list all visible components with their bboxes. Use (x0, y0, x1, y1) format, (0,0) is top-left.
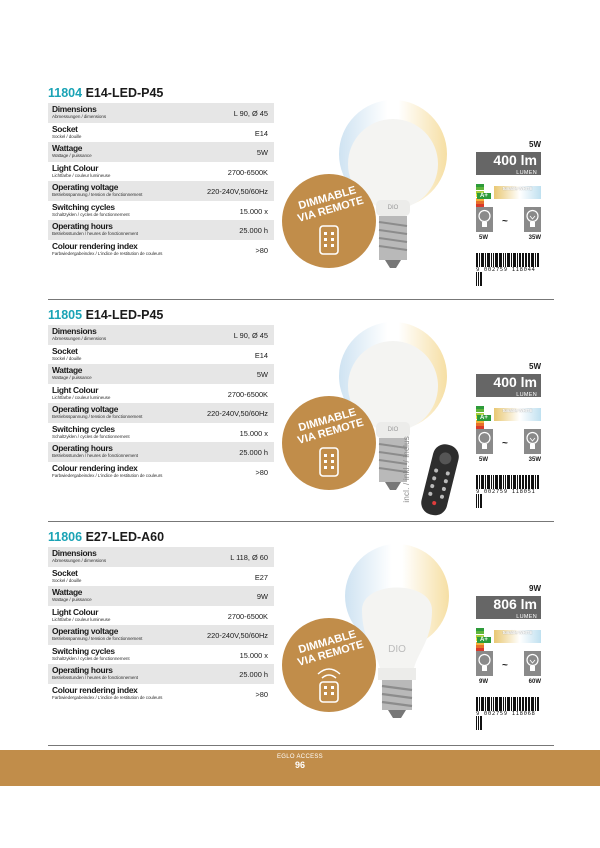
spec-sublabel: Wattage / puissance (52, 153, 92, 158)
incandescent-bulb-icon (524, 429, 541, 454)
spec-label: Wattage (52, 365, 83, 375)
spec-sublabel: Betriebsstunden / heures de fonctionnement (52, 453, 138, 458)
remote-icon (312, 666, 346, 704)
spec-row (48, 103, 274, 123)
spec-label: Wattage (52, 143, 83, 153)
spec-row (48, 567, 274, 587)
divider (48, 299, 554, 300)
tunable-white-icon (494, 630, 541, 643)
spec-sublabel: Schaltzyklen / cycles de fonctionnement (52, 211, 130, 217)
dimmable-badge (282, 396, 376, 490)
spec-label: Colour rendering index (52, 240, 138, 251)
spec-value: 15.000 x (239, 428, 268, 438)
spec-row (48, 240, 274, 260)
equivalence-icons (476, 429, 541, 457)
spec-value: 5W (256, 148, 268, 157)
dimmable-badge (282, 618, 376, 712)
energy-class: A+ (477, 193, 491, 199)
spec-sublabel: Betriebsspannung / tension de fonctionnement (52, 636, 143, 641)
spec-value: 2700-6500K (227, 167, 268, 177)
spec-label: Socket (52, 123, 78, 134)
spec-sublabel: Sockel / douille (52, 577, 82, 583)
lumen-unit: LUMEN (516, 170, 537, 176)
led-bulb-icon (476, 429, 493, 454)
tunable-text: tunable WHITE (502, 630, 533, 635)
spec-label: Light Colour (52, 606, 99, 617)
barcode-number: 9 002759 118068 (476, 711, 536, 717)
spec-label: Dimensions (52, 548, 97, 558)
equivalence-icons (476, 207, 541, 235)
energy-label (476, 406, 541, 423)
spec-label: Colour rendering index (52, 462, 138, 473)
spec-sublabel: Lichtfarbe / couleur lumineuse (52, 172, 111, 178)
spec-row (48, 384, 274, 404)
spec-row (48, 201, 274, 221)
spec-label: Operating voltage (52, 626, 119, 636)
spec-value: 2700-6500K (227, 611, 268, 621)
spec-row (48, 442, 274, 462)
spec-value: 220-240V,50/60Hz (207, 631, 268, 640)
badge-text: DIMMABLE VIA REMOTE (296, 406, 366, 447)
spec-value: 15.000 x (239, 206, 268, 216)
equivalence-watts (476, 235, 541, 245)
equivalence-watts (476, 679, 541, 689)
spec-label: Dimensions (52, 104, 97, 114)
page-footer (0, 750, 600, 786)
spec-sublabel: Abmessungen / dimensions (52, 558, 107, 563)
badge-text: DIMMABLE VIA REMOTE (296, 184, 366, 225)
spec-label: Light Colour (52, 384, 99, 395)
energy-class: A+ (477, 415, 491, 421)
product-number: 11804 (48, 86, 83, 100)
spec-value: L 118, Ø 60 (230, 553, 268, 562)
product-number: 11806 (48, 530, 83, 544)
spec-value: E14 (254, 128, 268, 138)
spec-row (48, 162, 274, 182)
spec-table (48, 103, 274, 259)
lumen-value: 400 lm (493, 152, 537, 168)
product-11806 (0, 530, 600, 750)
spec-label: Socket (52, 345, 78, 356)
spec-row (48, 684, 274, 704)
product-title (48, 530, 164, 544)
spec-row (48, 645, 274, 665)
spec-value: 25.000 h (239, 226, 268, 235)
energy-label (476, 628, 541, 645)
product-name: E14-LED-P45 (85, 86, 164, 100)
lumen-box (476, 596, 541, 619)
spec-label: Switching cycles (52, 645, 115, 656)
spec-row (48, 586, 274, 606)
spec-value: L 90, Ø 45 (233, 109, 268, 118)
lumen-box (476, 374, 541, 397)
led-watt: 9W (479, 679, 488, 685)
product-title (48, 86, 163, 100)
barcode-icon (476, 475, 541, 489)
spec-sublabel: Betriebsstunden / heures de fonctionnement (52, 675, 138, 680)
spec-sublabel: Wattage / puissance (52, 375, 92, 380)
equivalence-icons (476, 651, 541, 679)
spec-sublabel: Sockel / douille (52, 355, 82, 361)
spec-value: E14 (254, 350, 268, 360)
remote-icon (318, 224, 340, 256)
spec-sublabel: Betriebsspannung / tension de fonctionnement (52, 192, 143, 197)
barcode (476, 475, 541, 495)
incandescent-watt: 35W (528, 457, 541, 463)
included-remote-note: incl. / inkl. / inclus (402, 436, 411, 503)
barcode (476, 253, 541, 273)
spec-label: Socket (52, 567, 78, 578)
spec-value: L 90, Ø 45 (233, 331, 268, 340)
spec-value: >80 (255, 689, 268, 699)
spec-sublabel: Farbwiedergabeindex / L'indice de restitution de couleurs (52, 694, 163, 700)
lumen-unit: LUMEN (516, 614, 537, 620)
wattage-label: 5W (529, 362, 541, 371)
spec-row (48, 364, 274, 384)
lumen-value: 400 lm (493, 374, 537, 390)
spec-sublabel: Schaltzyklen / cycles de fonctionnement (52, 655, 130, 661)
page-number: 96 (294, 760, 305, 770)
equivalence-watts (476, 457, 541, 467)
barcode-icon (476, 253, 541, 267)
spec-value: 220-240V,50/60Hz (207, 409, 268, 418)
product-11805 (0, 308, 600, 528)
spec-row (48, 625, 274, 645)
led-watt: 5W (479, 457, 488, 463)
spec-value: E27 (254, 572, 268, 582)
footer-brand: EGLO ACCESS (277, 754, 323, 760)
bulb-logo: DIO (388, 644, 406, 655)
barcode-icon (476, 697, 541, 711)
bulb-logo: DIO (387, 427, 399, 433)
spec-value: 5W (256, 370, 268, 379)
approx-icon: ~ (502, 660, 508, 671)
spec-label: Dimensions (52, 326, 97, 336)
spec-sublabel: Lichtfarbe / couleur lumineuse (52, 616, 111, 622)
barcode (476, 697, 541, 717)
spec-label: Switching cycles (52, 423, 115, 434)
wattage-label: 5W (529, 140, 541, 149)
spec-label: Light Colour (52, 162, 99, 173)
spec-value: >80 (255, 467, 268, 477)
spec-label: Wattage (52, 587, 83, 597)
bulb-logo: DIO (387, 205, 399, 211)
spec-sublabel: Wattage / puissance (52, 597, 92, 602)
barcode-number: 9 002759 118051 (476, 489, 536, 495)
spec-value: 25.000 h (239, 448, 268, 457)
product-number: 11805 (48, 308, 83, 322)
spec-sublabel: Farbwiedergabeindex / L'indice de restitution de couleurs (52, 472, 163, 478)
tunable-white-icon (494, 408, 541, 421)
spec-row (48, 423, 274, 443)
energy-class: A+ (477, 637, 491, 643)
lumen-box (476, 152, 541, 175)
tunable-text: tunable WHITE (502, 408, 533, 413)
spec-row (48, 345, 274, 365)
spec-value: 2700-6500K (227, 389, 268, 399)
lumen-value: 806 lm (493, 596, 537, 612)
remote-icon (318, 446, 340, 478)
spec-row (48, 547, 274, 567)
spec-sublabel: Schaltzyklen / cycles de fonctionnement (52, 433, 130, 439)
spec-row (48, 325, 274, 345)
product-name: E27-LED-A60 (85, 530, 165, 544)
spec-row (48, 123, 274, 143)
led-bulb-icon (476, 651, 493, 676)
spec-label: Colour rendering index (52, 684, 138, 695)
divider (48, 745, 554, 746)
tunable-text: tunable WHITE (502, 186, 533, 191)
spec-sublabel: Betriebsstunden / heures de fonctionnement (52, 231, 138, 236)
energy-label (476, 184, 541, 201)
spec-row (48, 462, 274, 482)
incandescent-bulb-icon (524, 651, 541, 676)
spec-row (48, 664, 274, 684)
incandescent-bulb-icon (524, 207, 541, 232)
spec-sublabel: Abmessungen / dimensions (52, 336, 107, 341)
spec-sublabel: Abmessungen / dimensions (52, 114, 107, 119)
dimmable-badge (282, 174, 376, 268)
spec-row (48, 220, 274, 240)
incandescent-watt: 35W (528, 235, 541, 241)
lumen-info-panel (476, 362, 541, 495)
spec-row (48, 606, 274, 626)
lumen-info-panel (476, 584, 541, 717)
spec-row (48, 142, 274, 162)
lumen-info-panel (476, 140, 541, 273)
spec-sublabel: Sockel / douille (52, 133, 82, 139)
product-11804 (0, 86, 600, 306)
spec-label: Operating voltage (52, 404, 119, 414)
spec-table (48, 547, 274, 703)
tunable-white-icon (494, 186, 541, 199)
product-name: E14-LED-P45 (85, 308, 164, 322)
remote-control-image (417, 440, 465, 520)
spec-value: >80 (255, 245, 268, 255)
spec-value: 9W (256, 592, 268, 601)
lumen-unit: LUMEN (516, 392, 537, 398)
spec-value: 25.000 h (239, 670, 268, 679)
badge-text: DIMMABLE VIA REMOTE (296, 628, 366, 669)
led-bulb-icon (476, 207, 493, 232)
spec-label: Switching cycles (52, 201, 115, 212)
spec-label: Operating voltage (52, 182, 119, 192)
spec-row (48, 181, 274, 201)
divider (48, 521, 554, 522)
wattage-label: 9W (529, 584, 541, 593)
spec-sublabel: Betriebsspannung / tension de fonctionnement (52, 414, 143, 419)
spec-label: Operating hours (52, 665, 113, 675)
spec-label: Operating hours (52, 443, 113, 453)
spec-value: 220-240V,50/60Hz (207, 187, 268, 196)
spec-label: Operating hours (52, 221, 113, 231)
incandescent-watt: 60W (528, 679, 541, 685)
led-watt: 5W (479, 235, 488, 241)
spec-sublabel: Lichtfarbe / couleur lumineuse (52, 394, 111, 400)
spec-value: 15.000 x (239, 650, 268, 660)
spec-table (48, 325, 274, 481)
spec-row (48, 403, 274, 423)
product-title (48, 308, 163, 322)
approx-icon: ~ (502, 216, 508, 227)
barcode-number: 9 002759 118044 (476, 267, 536, 273)
spec-sublabel: Farbwiedergabeindex / L'indice de restitution de couleurs (52, 250, 163, 256)
approx-icon: ~ (502, 438, 508, 449)
